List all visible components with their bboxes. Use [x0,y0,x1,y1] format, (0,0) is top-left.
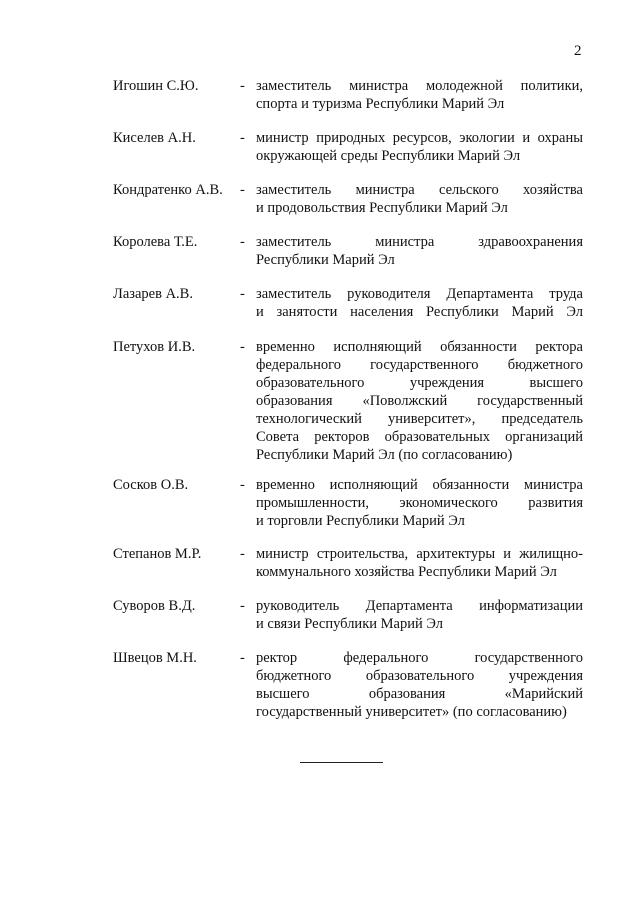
role-line: окружающей среды Республики Марий Эл [256,148,521,164]
entry-name: Швецов М.Н. [113,650,197,666]
entry-name: Королева Т.Е. [113,234,198,250]
entry-role [256,77,583,113]
entry-dash: - [240,78,245,94]
role-line: коммунального хозяйства Республики Марий Эл [256,564,557,580]
entry-name: Игошин С.Ю. [113,78,199,94]
role-line: Совета ректоров образовательных организаций [256,429,583,445]
entry-role [256,233,583,269]
entry-dash: - [240,130,245,146]
role-line: высшего образования «Марийский [256,686,583,702]
role-line: государственный университет» (по согласованию) [256,704,567,720]
role-line: технологический университет», председатель [256,411,583,427]
entry-name: Степанов М.Р. [113,546,202,562]
entry-role [256,649,583,721]
entry-name: Лазарев А.В. [113,286,193,302]
entry-name: Сосков О.В. [113,477,189,493]
role-line: федерального государственного бюджетного [256,357,583,373]
role-line: и торговли Республики Марий Эл [256,513,465,529]
role-line: заместитель министра сельского хозяйства [256,182,583,198]
role-line: заместитель министра молодежной политики, [256,78,583,94]
role-line: временно исполняющий обязанности министра [256,477,583,493]
entry-dash: - [240,598,245,614]
role-line: министр природных ресурсов, экологии и охраны [256,130,583,146]
role-line: заместитель руководителя Департамента труда [256,286,583,302]
entry-name: Суворов В.Д. [113,598,196,614]
role-line: руководитель Департамента информатизации [256,598,583,614]
role-line: промышленности, экономического развития [256,495,583,511]
role-line: министр строительства, архитектуры и жилищно- [256,546,583,562]
page-number: 2 [574,43,582,59]
entry-name: Кондратенко А.В. [113,182,223,198]
role-line: и занятости населения Республики Марий Эл [256,304,583,320]
entry-dash: - [240,182,245,198]
entry-role [256,338,583,464]
entry-role [256,285,583,321]
role-line: и продовольствия Республики Марий Эл [256,200,508,216]
entry-role [256,476,583,530]
role-line: образования «Поволжский государственный [256,393,583,409]
entry-dash: - [240,234,245,250]
entry-dash: - [240,546,245,562]
entry-dash: - [240,339,245,355]
entry-role [256,129,583,165]
role-line: Республики Марий Эл [256,252,395,268]
entry-dash: - [240,477,245,493]
role-line: образовательного учреждения высшего [256,375,583,391]
entry-role [256,545,583,581]
role-line: бюджетного образовательного учреждения [256,668,583,684]
entry-name: Петухов И.В. [113,339,196,355]
entry-role [256,181,583,217]
entry-dash: - [240,650,245,666]
role-line: Республики Марий Эл (по согласованию) [256,447,513,463]
closing-rule [300,762,383,763]
role-line: ректор федерального государственного [256,650,583,666]
role-line: заместитель министра здравоохранения [256,234,583,250]
role-line: спорта и туризма Республики Марий Эл [256,96,505,112]
role-line: и связи Республики Марий Эл [256,616,443,632]
entry-role [256,597,583,633]
entry-name: Киселев А.Н. [113,130,196,146]
role-line: временно исполняющий обязанности ректора [256,339,583,355]
entry-dash: - [240,286,245,302]
